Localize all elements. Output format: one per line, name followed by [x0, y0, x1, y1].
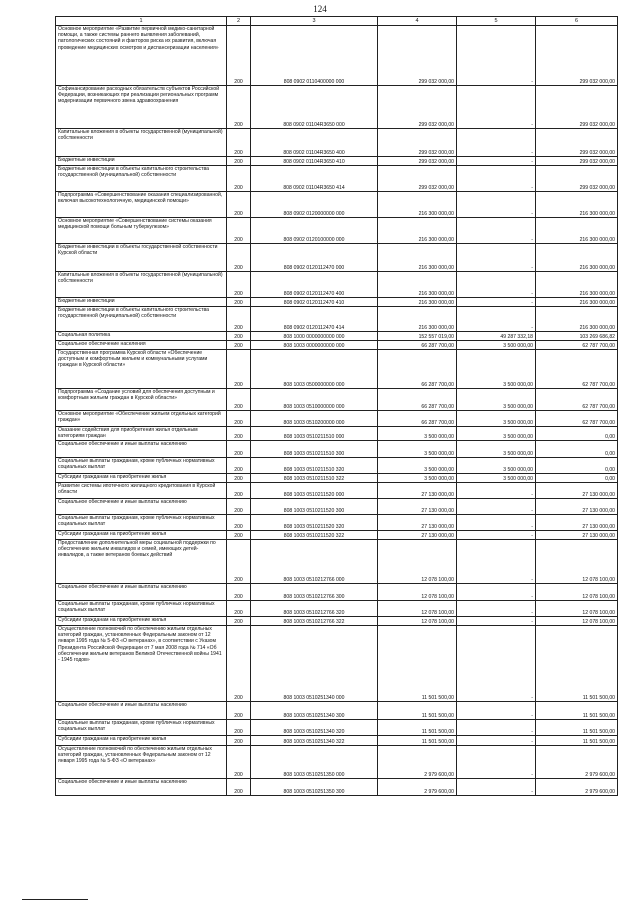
- table-row: [56, 746, 618, 779]
- row-approved-amount: 216 300 000,00: [378, 244, 457, 272]
- table-row: [56, 601, 618, 617]
- row-name: Социальные выплаты гражданам, кроме публичных нормативных социальных выплат: [56, 720, 227, 736]
- row-executed-amount: -: [457, 483, 536, 499]
- column-number-row: [56, 17, 618, 26]
- row-admin-code: 200: [227, 458, 251, 474]
- row-executed-amount: -: [457, 746, 536, 779]
- row-name: Основное мероприятие «Совершенствование системы оказания медицинской помощи больным туберкулезом»: [56, 218, 227, 244]
- table-row: [56, 584, 618, 601]
- row-budget-code: 808 0902 0120112470 400: [251, 272, 378, 298]
- row-admin-code: 200: [227, 26, 251, 86]
- row-executed-amount: 3 500 000,00: [457, 474, 536, 483]
- table-row: [56, 350, 618, 389]
- row-name: Бюджетные инвестиции в объекты капитального строительства государственной (муниципальной) собственности: [56, 166, 227, 192]
- row-remaining-amount: 216 300 000,00: [536, 272, 618, 298]
- row-admin-code: 200: [227, 720, 251, 736]
- row-remaining-amount: 12 078 100,00: [536, 584, 618, 601]
- row-name: Капитальные вложения в объекты государственной (муниципальной) собственности: [56, 129, 227, 157]
- table-row: [56, 458, 618, 474]
- row-remaining-amount: 62 787 700,00: [536, 341, 618, 350]
- row-name: Субсидии гражданам на приобретение жилья: [56, 736, 227, 746]
- row-remaining-amount: 12 078 100,00: [536, 540, 618, 584]
- row-name: Развитие системы ипотечного жилищного кредитования в Курской области: [56, 483, 227, 499]
- row-approved-amount: 216 300 000,00: [378, 298, 457, 307]
- table-header: [56, 17, 618, 26]
- row-approved-amount: 11 501 500,00: [378, 626, 457, 702]
- row-executed-amount: -: [457, 601, 536, 617]
- column-header-1: 1: [56, 17, 227, 26]
- row-remaining-amount: 216 300 000,00: [536, 218, 618, 244]
- row-name: Социальное обеспечение и иные выплаты населению: [56, 499, 227, 515]
- row-budget-code: 808 0902 01104R3650 400: [251, 129, 378, 157]
- row-admin-code: 200: [227, 272, 251, 298]
- row-name: Софинансирование расходных обязательств субъектов Российской Федерации, возникающих при реализации региональных программ модернизации первичного звена здравоохранения: [56, 86, 227, 129]
- row-budget-code: 808 1003 0510212766 000: [251, 540, 378, 584]
- row-remaining-amount: 216 300 000,00: [536, 298, 618, 307]
- row-remaining-amount: 299 032 000,00: [536, 26, 618, 86]
- column-header-5: 5: [457, 17, 536, 26]
- row-budget-code: 808 1003 0510251350 000: [251, 746, 378, 779]
- row-executed-amount: -: [457, 298, 536, 307]
- row-executed-amount: -: [457, 307, 536, 332]
- row-name: Бюджетные инвестиции в объекты государственной собственности Курской области: [56, 244, 227, 272]
- row-admin-code: 200: [227, 702, 251, 720]
- row-executed-amount: -: [457, 702, 536, 720]
- row-approved-amount: 27 130 000,00: [378, 499, 457, 515]
- row-admin-code: 200: [227, 166, 251, 192]
- row-approved-amount: 66 287 700,00: [378, 341, 457, 350]
- row-name: Социальная политика: [56, 332, 227, 341]
- row-budget-code: 808 1003 0510211520 000: [251, 483, 378, 499]
- row-approved-amount: 27 130 000,00: [378, 483, 457, 499]
- table-row: [56, 736, 618, 746]
- row-admin-code: 200: [227, 746, 251, 779]
- row-approved-amount: 299 032 000,00: [378, 157, 457, 166]
- table-row: [56, 389, 618, 411]
- row-budget-code: 808 1003 0510000000 000: [251, 389, 378, 411]
- row-name: Государственная программа Курской области «Обеспечение доступным и комфортным жильем и коммунальными услугами граждан в Курской области»: [56, 350, 227, 389]
- row-name: Субсидии гражданам на приобретение жилья: [56, 617, 227, 626]
- row-approved-amount: 27 130 000,00: [378, 531, 457, 540]
- row-name: Социальные выплаты гражданам, кроме публичных нормативных социальных выплат: [56, 458, 227, 474]
- row-budget-code: 808 1003 0510211520 322: [251, 531, 378, 540]
- table-row: [56, 617, 618, 626]
- table-row: [56, 483, 618, 499]
- row-admin-code: 200: [227, 157, 251, 166]
- row-admin-code: 200: [227, 341, 251, 350]
- row-name: Основное мероприятие «Развитие первичной медико-санитарной помощи, а также системы раннего выявления заболеваний, патологических состояний и факторов риска их развития, включая проведение медицинских осмотров и диспансеризации населения»: [56, 26, 227, 86]
- row-remaining-amount: 299 032 000,00: [536, 166, 618, 192]
- row-admin-code: 200: [227, 307, 251, 332]
- row-name: Оказание содействия для приобретения жилья отдельным категориям граждан: [56, 427, 227, 441]
- row-name: Социальные выплаты гражданам, кроме публичных нормативных социальных выплат: [56, 515, 227, 531]
- row-admin-code: 200: [227, 129, 251, 157]
- row-admin-code: 200: [227, 483, 251, 499]
- row-admin-code: 200: [227, 389, 251, 411]
- row-name: Осуществление полномочий по обеспечению жильем отдельных категорий граждан, установленных Федеральным законом от 12 января 1995 года № 5-ФЗ «О ветеранах»: [56, 746, 227, 779]
- row-remaining-amount: 299 032 000,00: [536, 129, 618, 157]
- row-executed-amount: -: [457, 157, 536, 166]
- row-executed-amount: -: [457, 272, 536, 298]
- row-name: Бюджетные инвестиции: [56, 157, 227, 166]
- row-budget-code: 808 1003 0510251340 320: [251, 720, 378, 736]
- row-executed-amount: 3 500 000,00: [457, 341, 536, 350]
- row-admin-code: 200: [227, 192, 251, 218]
- table-body: [56, 26, 618, 796]
- table-row: [56, 499, 618, 515]
- row-executed-amount: -: [457, 515, 536, 531]
- row-approved-amount: 3 500 000,00: [378, 458, 457, 474]
- table-row: [56, 307, 618, 332]
- row-name: Осуществление полномочий по обеспечению жильем отдельных категорий граждан, установленных Федеральным законом от 12 января 1995 года № 5-ФЗ «О ветеранах», в соответствии с Указом Президента Российской Федерации от 7 мая 2008 года № 714 «Об обеспечении жильем ветеранов Великой Отечественной войны 1941 - 1945 годов»: [56, 626, 227, 702]
- row-admin-code: 200: [227, 531, 251, 540]
- row-admin-code: 200: [227, 332, 251, 341]
- row-remaining-amount: 62 787 700,00: [536, 411, 618, 427]
- row-name: Субсидии гражданам на приобретение жилья: [56, 531, 227, 540]
- row-name: Подпрограмма «Совершенствование оказания специализированной, включая высокотехнологичную, медицинской помощи»: [56, 192, 227, 218]
- column-header-6: 6: [536, 17, 618, 26]
- row-approved-amount: 66 287 700,00: [378, 389, 457, 411]
- row-name: Бюджетные инвестиции в объекты капитального строительства государственной (муниципальной) собственности: [56, 307, 227, 332]
- row-executed-amount: 3 500 000,00: [457, 350, 536, 389]
- table-row: [56, 531, 618, 540]
- row-budget-code: 808 0902 0120112470 000: [251, 244, 378, 272]
- row-budget-code: 808 0902 01104R3650 414: [251, 166, 378, 192]
- row-approved-amount: 12 078 100,00: [378, 617, 457, 626]
- page-number: 124: [313, 4, 327, 14]
- row-approved-amount: 216 300 000,00: [378, 307, 457, 332]
- table-row: [56, 411, 618, 427]
- row-name: Предоставление дополнительной меры социальной поддержки по обеспечению жильем инвалидов и семей, имеющих детей-инвалидов, а также ветеранов боевых действий: [56, 540, 227, 584]
- row-approved-amount: 3 500 000,00: [378, 427, 457, 441]
- row-budget-code: 808 1003 0500000000 000: [251, 350, 378, 389]
- row-name: Основное мероприятие «Обеспечение жильем отдельных категорий граждан»: [56, 411, 227, 427]
- row-remaining-amount: 11 501 500,00: [536, 626, 618, 702]
- row-remaining-amount: 0,00: [536, 441, 618, 458]
- row-executed-amount: -: [457, 531, 536, 540]
- row-executed-amount: -: [457, 540, 536, 584]
- budget-table: [55, 16, 618, 796]
- row-executed-amount: 3 500 000,00: [457, 458, 536, 474]
- table-row: [56, 192, 618, 218]
- row-approved-amount: 2 979 600,00: [378, 779, 457, 796]
- row-executed-amount: 3 500 000,00: [457, 389, 536, 411]
- row-executed-amount: -: [457, 584, 536, 601]
- row-approved-amount: 12 078 100,00: [378, 584, 457, 601]
- row-remaining-amount: 27 130 000,00: [536, 499, 618, 515]
- row-name: Подпрограмма «Создание условий для обеспечения доступным и комфортным жильем граждан в Курской области»: [56, 389, 227, 411]
- row-executed-amount: -: [457, 626, 536, 702]
- row-executed-amount: -: [457, 617, 536, 626]
- row-budget-code: 808 1003 0510211510 000: [251, 427, 378, 441]
- row-budget-code: 808 1003 0000000000 000: [251, 341, 378, 350]
- row-budget-code: 808 1003 0510212766 322: [251, 617, 378, 626]
- row-executed-amount: 49 287 332,18: [457, 332, 536, 341]
- row-approved-amount: 216 300 000,00: [378, 272, 457, 298]
- row-remaining-amount: 216 300 000,00: [536, 307, 618, 332]
- row-remaining-amount: 27 130 000,00: [536, 515, 618, 531]
- row-budget-code: 808 1003 0510200000 000: [251, 411, 378, 427]
- table-row: [56, 341, 618, 350]
- table-row: [56, 540, 618, 584]
- row-remaining-amount: 12 078 100,00: [536, 617, 618, 626]
- row-admin-code: 200: [227, 244, 251, 272]
- table-row: [56, 157, 618, 166]
- row-budget-code: 808 1003 0510211510 320: [251, 458, 378, 474]
- row-budget-code: 808 0902 01104R3650 000: [251, 86, 378, 129]
- row-admin-code: 200: [227, 626, 251, 702]
- row-approved-amount: 216 300 000,00: [378, 192, 457, 218]
- row-budget-code: 808 1003 0510211520 320: [251, 515, 378, 531]
- row-admin-code: 200: [227, 218, 251, 244]
- row-name: Социальное обеспечение населения: [56, 341, 227, 350]
- row-remaining-amount: 12 078 100,00: [536, 601, 618, 617]
- table-row: [56, 244, 618, 272]
- column-header-3: 3: [251, 17, 378, 26]
- row-remaining-amount: 11 501 500,00: [536, 702, 618, 720]
- row-remaining-amount: 2 979 600,00: [536, 746, 618, 779]
- row-remaining-amount: 0,00: [536, 427, 618, 441]
- row-budget-code: 808 0902 0120112470 410: [251, 298, 378, 307]
- row-approved-amount: 11 501 500,00: [378, 720, 457, 736]
- row-name: Социальное обеспечение и иные выплаты населению: [56, 584, 227, 601]
- row-budget-code: 808 1003 0510212766 300: [251, 584, 378, 601]
- row-executed-amount: -: [457, 218, 536, 244]
- row-name: Капитальные вложения в объекты государственной (муниципальной) собственности: [56, 272, 227, 298]
- row-remaining-amount: 27 130 000,00: [536, 483, 618, 499]
- row-approved-amount: 299 032 000,00: [378, 166, 457, 192]
- row-name: Социальное обеспечение и иные выплаты населению: [56, 702, 227, 720]
- row-admin-code: 200: [227, 411, 251, 427]
- row-budget-code: 808 1003 0510211510 300: [251, 441, 378, 458]
- row-name: Социальное обеспечение и иные выплаты населению: [56, 441, 227, 458]
- table-row: [56, 332, 618, 341]
- row-admin-code: 200: [227, 474, 251, 483]
- table-row: [56, 298, 618, 307]
- row-admin-code: 200: [227, 736, 251, 746]
- row-remaining-amount: 2 979 600,00: [536, 779, 618, 796]
- row-admin-code: 200: [227, 86, 251, 129]
- row-name: Социальное обеспечение и иные выплаты населению: [56, 779, 227, 796]
- row-executed-amount: 3 500 000,00: [457, 411, 536, 427]
- row-approved-amount: 12 078 100,00: [378, 540, 457, 584]
- row-budget-code: 808 1000 0000000000 000: [251, 332, 378, 341]
- column-header-4: 4: [378, 17, 457, 26]
- row-admin-code: 200: [227, 601, 251, 617]
- row-remaining-amount: 103 269 686,82: [536, 332, 618, 341]
- row-budget-code: 808 1003 0510251340 322: [251, 736, 378, 746]
- table-row: [56, 218, 618, 244]
- row-approved-amount: 66 287 700,00: [378, 411, 457, 427]
- row-budget-code: 808 0902 0120000000 000: [251, 192, 378, 218]
- row-remaining-amount: 62 787 700,00: [536, 350, 618, 389]
- row-remaining-amount: 62 787 700,00: [536, 389, 618, 411]
- table-row: [56, 779, 618, 796]
- row-executed-amount: -: [457, 720, 536, 736]
- row-budget-code: 808 1003 0510251340 000: [251, 626, 378, 702]
- row-executed-amount: -: [457, 86, 536, 129]
- table-row: [56, 626, 618, 702]
- column-header-2: 2: [227, 17, 251, 26]
- row-remaining-amount: 27 130 000,00: [536, 531, 618, 540]
- row-remaining-amount: 11 501 500,00: [536, 720, 618, 736]
- row-admin-code: 200: [227, 779, 251, 796]
- table-row: [56, 702, 618, 720]
- row-approved-amount: 27 130 000,00: [378, 515, 457, 531]
- row-name: Субсидии гражданам на приобретение жилья: [56, 474, 227, 483]
- row-budget-code: 808 0902 01104R3650 410: [251, 157, 378, 166]
- row-approved-amount: 11 501 500,00: [378, 702, 457, 720]
- row-remaining-amount: 299 032 000,00: [536, 86, 618, 129]
- table-row: [56, 441, 618, 458]
- row-approved-amount: 216 300 000,00: [378, 218, 457, 244]
- row-executed-amount: -: [457, 26, 536, 86]
- row-remaining-amount: 0,00: [536, 458, 618, 474]
- table-row: [56, 720, 618, 736]
- row-executed-amount: -: [457, 166, 536, 192]
- footnote-separator-line: [22, 899, 88, 900]
- table-row: [56, 26, 618, 86]
- row-executed-amount: -: [457, 129, 536, 157]
- row-approved-amount: 2 979 600,00: [378, 746, 457, 779]
- row-name: Социальные выплаты гражданам, кроме публичных нормативных социальных выплат: [56, 601, 227, 617]
- row-remaining-amount: 11 501 500,00: [536, 736, 618, 746]
- row-remaining-amount: 299 032 000,00: [536, 157, 618, 166]
- row-admin-code: 200: [227, 515, 251, 531]
- row-executed-amount: -: [457, 736, 536, 746]
- table-row: [56, 427, 618, 441]
- row-admin-code: 200: [227, 441, 251, 458]
- row-approved-amount: 299 032 000,00: [378, 26, 457, 86]
- row-approved-amount: 12 078 100,00: [378, 601, 457, 617]
- row-budget-code: 808 1003 0510251340 300: [251, 702, 378, 720]
- row-executed-amount: -: [457, 499, 536, 515]
- row-admin-code: 200: [227, 584, 251, 601]
- row-admin-code: 200: [227, 617, 251, 626]
- row-executed-amount: -: [457, 779, 536, 796]
- row-admin-code: 200: [227, 298, 251, 307]
- row-admin-code: 200: [227, 499, 251, 515]
- table-row: [56, 515, 618, 531]
- row-budget-code: 808 0902 0110400000 000: [251, 26, 378, 86]
- table-row: [56, 474, 618, 483]
- row-remaining-amount: 216 300 000,00: [536, 192, 618, 218]
- row-budget-code: 808 1003 0510251350 300: [251, 779, 378, 796]
- row-approved-amount: 299 032 000,00: [378, 86, 457, 129]
- row-budget-code: 808 0902 0120100000 000: [251, 218, 378, 244]
- table-row: [56, 272, 618, 298]
- table-row: [56, 129, 618, 157]
- row-name: Бюджетные инвестиции: [56, 298, 227, 307]
- table-row: [56, 86, 618, 129]
- row-executed-amount: 3 500 000,00: [457, 441, 536, 458]
- row-admin-code: 200: [227, 427, 251, 441]
- row-executed-amount: -: [457, 244, 536, 272]
- table-row: [56, 166, 618, 192]
- row-approved-amount: 3 500 000,00: [378, 474, 457, 483]
- row-approved-amount: 3 500 000,00: [378, 441, 457, 458]
- row-remaining-amount: 0,00: [536, 474, 618, 483]
- row-budget-code: 808 1003 0510211520 300: [251, 499, 378, 515]
- row-remaining-amount: 216 300 000,00: [536, 244, 618, 272]
- row-budget-code: 808 1003 0510212766 320: [251, 601, 378, 617]
- row-budget-code: 808 0902 0120112470 414: [251, 307, 378, 332]
- row-executed-amount: -: [457, 192, 536, 218]
- row-admin-code: 200: [227, 350, 251, 389]
- row-approved-amount: 66 287 700,00: [378, 350, 457, 389]
- row-approved-amount: 11 501 500,00: [378, 736, 457, 746]
- row-admin-code: 200: [227, 540, 251, 584]
- row-budget-code: 808 1003 0510211510 322: [251, 474, 378, 483]
- row-approved-amount: 152 557 019,00: [378, 332, 457, 341]
- row-executed-amount: 3 500 000,00: [457, 427, 536, 441]
- row-approved-amount: 299 032 000,00: [378, 129, 457, 157]
